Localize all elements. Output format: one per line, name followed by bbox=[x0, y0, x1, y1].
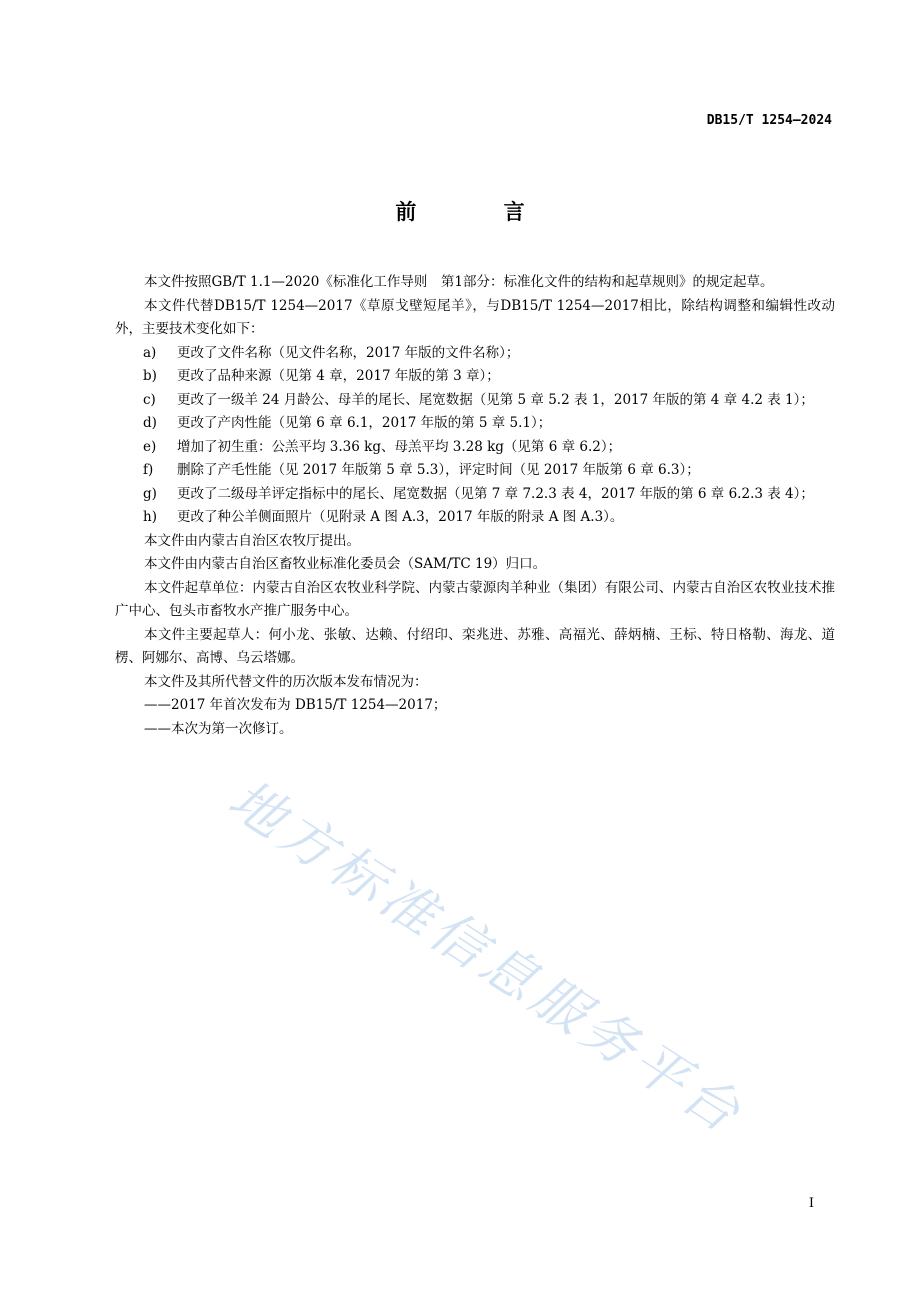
list-item-text: 更改了品种来源（见第 4 章，2017 年版的第 3 章）； bbox=[177, 368, 500, 384]
list-item bbox=[115, 412, 835, 436]
history-entry: ——本次为第一次修订。 bbox=[144, 720, 293, 737]
list-item bbox=[115, 506, 835, 530]
list-item-text: 更改了种公羊侧面照片（见附录 A 图 A.3，2017 年版的附录 A 图 A.3）。 bbox=[177, 509, 624, 525]
document-code: DB15/T 1254—2024 bbox=[706, 113, 832, 128]
paragraph-replacement: 本文件代替DB15/T 1254—2017《草原戈壁短尾羊》，与DB15/T 1254—2017相比，除结构调整和编辑性改动外，主要技术变化如下： bbox=[115, 297, 835, 337]
list-marker: b) bbox=[143, 368, 157, 384]
list-item-text: 更改了二级母羊评定指标中的尾长、尾宽数据（见第 7 章 7.2.3 表 4，2017 年版的第 6 章 6.2.3 表 4）； bbox=[177, 485, 814, 502]
paragraph-committee: 本文件由内蒙古自治区畜牧业标准化委员会（SAM/TC 19）归口。 bbox=[144, 556, 547, 572]
list-item-text: 删除了产毛性能（见 2017 年版第 5 章 5.3），评定时间（见 2017 年版第 6 章 6.3）； bbox=[177, 462, 700, 478]
page-number: I bbox=[808, 1196, 814, 1211]
list-item-text: 更改了文件名称（见文件名称，2017 年版的文件名称）； bbox=[177, 344, 520, 361]
list-item-text: 更改了一级羊 24 月龄公、母羊的尾长、尾宽数据（见第 5 章 5.2 表 1，2017 年版的第 4 章 4.2 表 1）； bbox=[177, 391, 814, 408]
list-marker: e) bbox=[143, 438, 157, 455]
list-item bbox=[115, 459, 835, 483]
page-title: 前 言 bbox=[395, 200, 565, 224]
foreword-body bbox=[115, 271, 835, 741]
list-marker: d) bbox=[143, 415, 157, 431]
list-marker: f) bbox=[143, 462, 154, 478]
list-item bbox=[115, 342, 835, 366]
paragraph-drafting-rules: 本文件按照GB/T 1.1—2020《标准化工作导则 第1部分：标准化文件的结构和起草规则》的规定起草。 bbox=[144, 274, 774, 290]
list-marker: a) bbox=[143, 344, 157, 361]
list-marker: g) bbox=[143, 485, 157, 502]
list-marker: h) bbox=[143, 509, 157, 525]
paragraph-drafting-units: 本文件起草单位：内蒙古自治区农牧业科学院、内蒙古蒙源肉羊种业（集团）有限公司、内蒙古自治区农牧业技术推广中心、包头市畜牧水产推广服务中心。 bbox=[115, 579, 835, 619]
paragraph-drafters: 本文件主要起草人：何小龙、张敏、达赖、付绍印、栾兆进、苏雅、高福光、薛炳楠、王标、特日格勒、海龙、道楞、阿娜尔、高博、乌云塔娜。 bbox=[115, 626, 835, 666]
list-item bbox=[115, 436, 835, 460]
list-item bbox=[115, 389, 835, 413]
list-marker: c) bbox=[143, 391, 156, 408]
list-item bbox=[115, 483, 835, 507]
history-entry: ——2017 年首次发布为 DB15/T 1254—2017； bbox=[144, 697, 447, 713]
watermark: 地方标准信息服务平台 bbox=[217, 767, 756, 1147]
list-item bbox=[115, 365, 835, 389]
list-item-text: 更改了产肉性能（见第 6 章 6.1，2017 年版的第 5 章 5.1）； bbox=[177, 415, 552, 431]
list-item-text: 增加了初生重：公羔平均 3.36 kg、母羔平均 3.28 kg（见第 6 章 6.2）； bbox=[177, 438, 622, 455]
paragraph-history-intro: 本文件及其所代替文件的历次版本发布情况为： bbox=[144, 673, 428, 690]
paragraph-proposer: 本文件由内蒙古自治区农牧厅提出。 bbox=[144, 532, 360, 549]
